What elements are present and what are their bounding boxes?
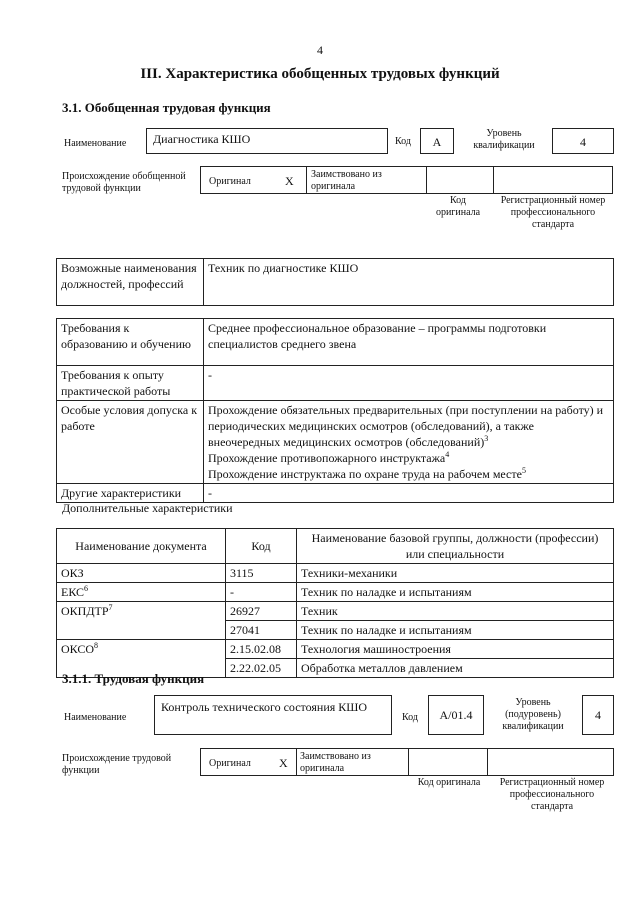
tf-level-label: Уровень (подуровень) квалификации [502,697,564,732]
divider [408,749,409,775]
req-line: Прохождение обязательных предварительных (при поступлении на работу) и периодических медицинских осмотров (обследований), а также внеочередных медицинских осмотров (обследований)$^3$ [208,403,604,449]
name-cell: Технология машиностроения [297,640,614,659]
code-cell: 27041 [226,621,297,640]
positions-value: Техник по диагностике КШО [204,259,614,306]
tf-borrowed-label: Заимствовано из оригинала [300,751,371,774]
tf-code-original-caption: Код оригинала [417,777,481,788]
tf-code-value: А/01.4 [428,695,484,735]
req-value: Среднее профессиональное образование – программы подготовки специалистов среднего звена [204,319,614,366]
gtf-original-label: Оригинал [209,176,251,187]
tf-original-label: Оригинал [209,758,251,769]
tf-level-value: 4 [582,695,614,735]
code-cell: 3115 [226,564,297,583]
name-cell: Техник по наладке и испытаниям [297,621,614,640]
doc-cell: ОКСО$^8$ [57,640,226,678]
page-number: 4 [317,43,323,57]
code-cell: - [226,583,297,602]
divider [487,749,488,775]
doc-cell: ЕКС$^6$ [57,583,226,602]
divider [306,167,307,193]
table-row [57,401,614,484]
table-row [57,583,614,602]
table-row [57,259,614,306]
code-cell: 26927 [226,602,297,621]
gtf-borrowed-label: Заимствовано из оригинала [311,169,382,192]
name-cell: Обработка металлов давлением [297,659,614,678]
footnote: 5 [521,466,526,475]
table-row [57,564,614,583]
req-value [204,401,614,484]
additional-table [56,528,614,678]
req-label: Требования к образованию и обучению [57,319,204,366]
gtf-heading: 3.1. Обобщенная трудовая функция [62,100,271,115]
additional-title: Дополнительные характеристики [62,501,233,515]
gtf-code-value: А [420,128,454,154]
name-cell: Техник по наладке и испытаниям [297,583,614,602]
name-cell: Техники-механики [297,564,614,583]
tf-reg-number-caption: Регистрационный номер профессионального стандарта [499,777,605,812]
req-line: Прохождение противопожарного инструктажа$^4$ [208,450,450,465]
req-line: Прохождение инструктажа по охране труда на рабочем месте$^5$ [208,466,526,481]
tf-original-mark: X [279,756,288,770]
section-title: III. Характеристика обобщенных трудовых функций [140,66,500,82]
tf-origin-label: Происхождение трудовой функции [62,753,172,776]
positions-table [56,258,614,306]
requirements-table [56,318,614,503]
gtf-origin-table [200,166,613,194]
tf-heading: 3.1.1. Трудовая функция [62,671,205,686]
gtf-level-label: Уровень квалификации [473,128,535,151]
table-row [57,366,614,401]
footnote: 4 [445,450,450,459]
positions-label: Возможные наименования должностей, профессий [57,259,204,306]
gtf-name-value: Диагностика КШО [146,128,388,154]
header-name: Наименование базовой группы, должности (профессии) или специальности [297,529,614,564]
gtf-original-mark: X [285,174,294,188]
tf-name-value: Контроль технического состояния КШО [154,695,392,735]
tf-origin-table [200,748,614,776]
table-row [57,319,614,366]
divider [493,167,494,193]
req-label: Другие характеристики [57,484,204,503]
divider [296,749,297,775]
req-value: - [204,484,614,503]
code-cell: 2.15.02.08 [226,640,297,659]
doc-cell: ОКЗ [57,564,226,583]
header-code: Код [226,529,297,564]
code-cell: 2.22.02.05 [226,659,297,678]
gtf-origin-label: Происхождение обобщенной трудовой функции [62,171,186,194]
req-label: Требования к опыту практической работы [57,366,204,401]
doc-cell: ОКПДТР$^7$ [57,602,226,640]
req-value: - [204,366,614,401]
gtf-code-original-caption: Код оригинала [435,195,481,218]
gtf-name-label: Наименование [64,138,127,149]
tf-name-label: Наименование [64,712,127,723]
gtf-code-label: Код [395,136,411,147]
name-cell: Техник [297,602,614,621]
tf-code-label: Код [402,712,418,723]
divider [426,167,427,193]
table-row [57,640,614,659]
header-doc: Наименование документа [57,529,226,564]
gtf-reg-number-caption: Регистрационный номер профессионального стандарта [500,195,606,230]
footnote: 3 [484,434,489,443]
gtf-level-value: 4 [552,128,614,154]
table-header-row [57,529,614,564]
req-label: Особые условия допуска к работе [57,401,204,484]
table-row [57,602,614,621]
